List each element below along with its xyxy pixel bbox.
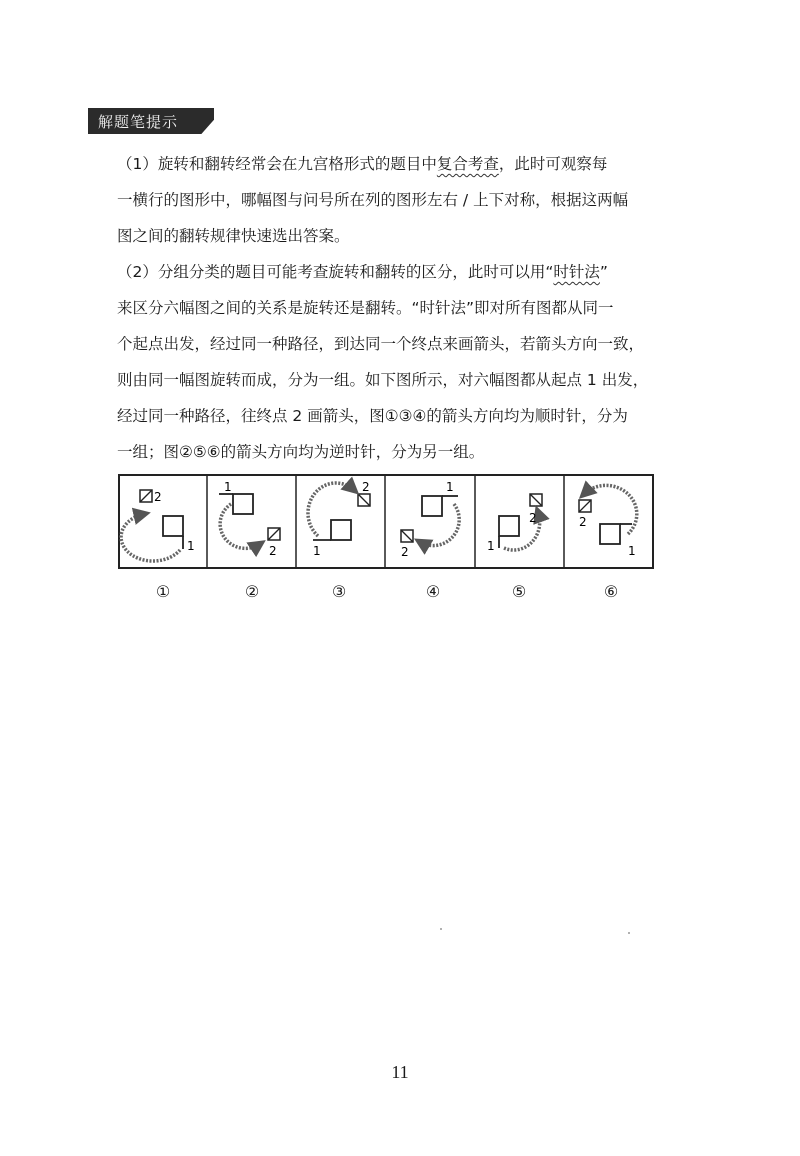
diagonal-mark [401,530,413,542]
paragraph-1-line-2: 一横行的图形中，哪幅图与问号所在列的图形左右 / 上下对称，根据这两幅 [117,191,629,209]
p2-line1-text-a: （2）分组分类的题目可能考查旋转和翻转的区分，此时可以用“ [117,263,554,281]
p2-line1-text-b: ” [599,263,608,281]
panel-1 [121,490,195,561]
large-square-icon [233,494,253,514]
paragraph-2-line-3: 个起点出发，经过同一种路径，到达同一个终点来画箭头，若箭头方向一致， [117,335,645,353]
end-label: 2 [154,490,162,504]
counterclockwise-arrow-icon [584,485,637,534]
paragraph-2-line-4: 则由同一幅图旋转而成，分为一组。如下图所示，对六幅图都从起点 1 出发， [117,371,649,389]
clockwise-arrow-icon [420,504,459,546]
section-badge [88,108,214,134]
panel-3 [308,480,370,558]
paragraph-2-line-1 [117,254,657,290]
start-label: 1 [187,539,195,553]
start-label: 1 [446,480,454,494]
p1-line1-text-a: （1）旋转和翻转经常会在九宫格形式的题目中 [117,155,437,173]
p1-underlined-term: 复合考查 [436,155,499,173]
start-label: 1 [628,544,636,558]
panel-caption-2: ② [244,582,260,601]
clock-method-figure [118,474,654,570]
end-label: 2 [269,544,277,558]
clockwise-arrow-icon [121,514,180,561]
panel-caption-4: ④ [425,582,441,601]
figure-panels-svg [118,474,654,570]
large-square-icon [499,516,519,536]
diagonal-mark [579,500,591,512]
end-label: 2 [529,511,537,525]
p1-line1-text-b: ，此时可观察每 [498,155,608,173]
large-square-icon [163,516,183,536]
end-label: 2 [362,480,370,494]
paragraph-2-line-6: 一组；图②⑤⑥的箭头方向均为逆时针，分为另一组。 [117,443,485,461]
paragraph-2-line-2: 来区分六幅图之间的关系是旋转还是翻转。“时针法”即对所有图都从同一 [117,299,614,317]
panel-4 [401,480,459,559]
counterclockwise-arrow-icon [220,504,260,548]
start-label: 1 [487,539,495,553]
panel-caption-5: ⑤ [511,582,527,601]
end-label: 2 [579,515,587,529]
figure-frame [119,475,653,568]
paragraph-1-line-3: 图之间的翻转规律快速选出答案。 [117,227,350,245]
scan-speck [440,928,442,930]
section-badge-label: 解题笔提示 [98,113,179,131]
diagonal-mark [140,490,152,502]
panel-5 [487,494,542,553]
diagonal-mark [358,494,370,506]
p2-underlined-term: 时针法 [553,263,600,281]
panel-caption-3: ③ [331,582,347,601]
large-square-icon [331,520,351,540]
paragraph-2-line-5: 经过同一种路径，往终点 2 画箭头，图①③④的箭头方向均为顺时针，分为 [117,407,628,425]
panel-6 [579,485,637,558]
panel-caption-1: ① [155,582,171,601]
large-square-icon [600,524,620,544]
diagonal-mark [268,528,280,540]
page-number: 11 [391,1062,409,1082]
paragraph-1-line-1 [117,146,657,182]
start-label: 1 [224,480,232,494]
start-label: 1 [313,544,321,558]
end-label: 2 [401,545,409,559]
large-square-icon [422,496,442,516]
panel-2 [219,480,280,558]
scan-speck [628,932,630,934]
diagonal-mark [530,494,542,506]
panel-caption-6: ⑥ [603,582,619,601]
